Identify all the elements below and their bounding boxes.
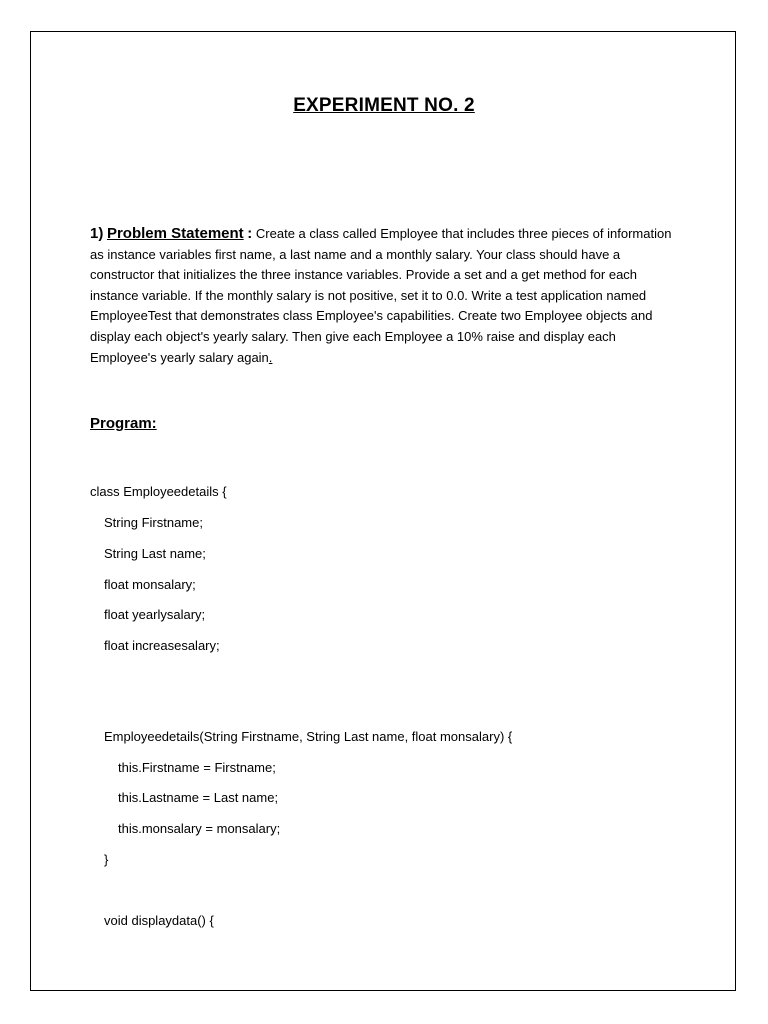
code-line: String Last name; — [104, 546, 206, 561]
code-line: float monsalary; — [104, 577, 196, 592]
code-line: class Employeedetails { — [90, 484, 227, 499]
page-border — [30, 31, 736, 991]
problem-body: Create a class called Employee that includes three pieces of information as instance variables first name, a last name and a monthly salary. Your class should have a constructor that initializes the three instance variables. Provide a set and a get method for each instance variable. If the monthly salary is not positive, set it to 0.0. Write a test application named EmployeeTest that demonstrates class Employee's capabilities. Create two Employee objects and display each object's yearly salary. Then give each Employee a 10% raise and display each Employee's yearly salary again — [90, 226, 672, 365]
code-line: void displaydata() { — [104, 913, 214, 928]
problem-number: 1) — [90, 225, 104, 242]
code-line: Employeedetails(String Firstname, String Last name, float monsalary) { — [104, 729, 513, 744]
code-line: String Firstname; — [104, 515, 203, 530]
problem-colon: : — [247, 225, 253, 242]
problem-statement — [90, 224, 680, 368]
code-line: float yearlysalary; — [104, 607, 206, 622]
code-line: this.monsalary = monsalary; — [118, 821, 281, 836]
problem-trailing-period: . — [268, 349, 273, 365]
code-line: this.Firstname = Firstname; — [118, 760, 276, 775]
code-line: this.Lastname = Last name; — [118, 790, 279, 805]
document-title: EXPERIMENT NO. 2 — [293, 95, 475, 116]
program-heading: Program: — [90, 415, 157, 432]
code-line: float increasesalary; — [104, 638, 220, 653]
code-line: } — [104, 852, 109, 867]
problem-heading: Problem Statement — [106, 225, 244, 242]
